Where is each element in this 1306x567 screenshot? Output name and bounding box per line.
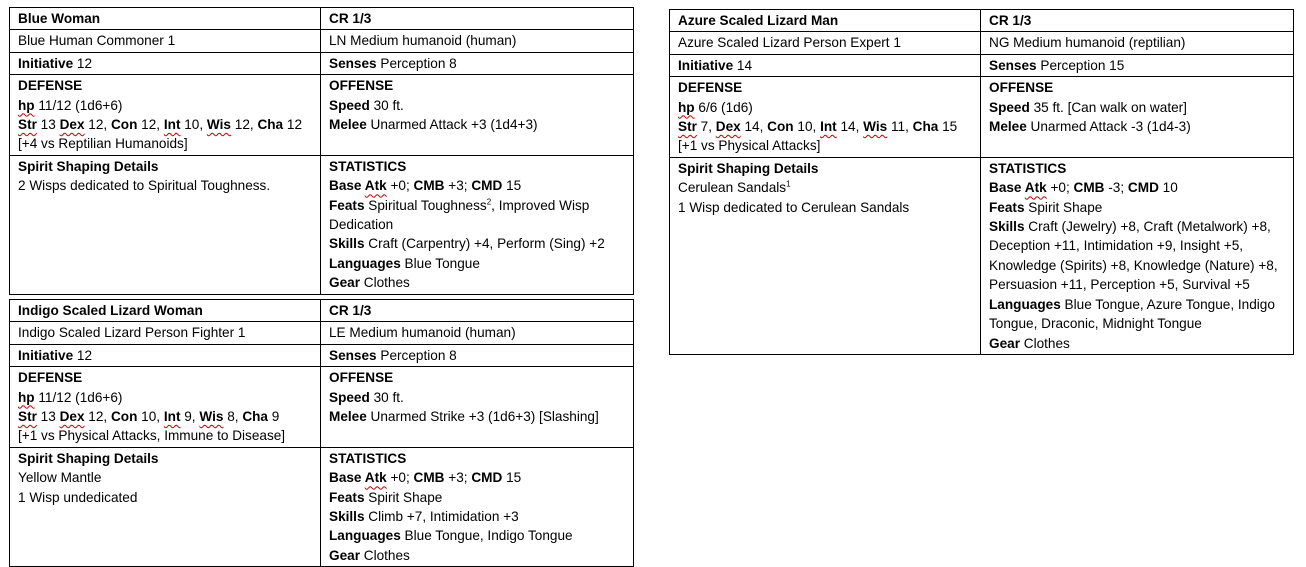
header-row [10, 300, 634, 322]
statistics-section [321, 447, 634, 566]
hp-line: hp 11/12 (1d6+6) [18, 389, 123, 405]
statistics-section [981, 157, 1294, 354]
statistics-header: STATISTICS [329, 450, 407, 466]
defense-header: DEFENSE [18, 370, 83, 386]
spirit-line: 1 Wisp dedicated to Cerulean Sandals [678, 199, 910, 215]
spirit-line: Yellow Mantle [18, 470, 102, 486]
defense-header: DEFENSE [18, 78, 83, 94]
gear-line: Gear Clothes [329, 275, 410, 291]
combat-row [10, 75, 634, 156]
languages-line: Languages Blue Tongue, Azure Tongue, Indigo Tongue, Draconic, Midnight Tongue [989, 296, 1275, 332]
defense-section [670, 77, 981, 158]
gear-line: Gear Clothes [989, 335, 1070, 351]
defense-section [10, 367, 321, 448]
footnote-marker: 1 [786, 179, 791, 189]
resistances: [+1 vs Physical Attacks] [678, 138, 821, 154]
statistics-section [321, 155, 634, 294]
hp-line: hp 11/12 (1d6+6) [18, 97, 123, 113]
languages-line: Languages Blue Tongue, Indigo Tongue [329, 528, 573, 544]
resistances: [+4 vs Reptilian Humanoids] [18, 136, 188, 152]
offense-section [321, 75, 634, 156]
class-line: Blue Human Commoner 1 [10, 30, 321, 52]
melee-line: Melee Unarmed Attack -3 (1d4-3) [989, 119, 1191, 135]
senses: Senses Perception 15 [981, 54, 1294, 76]
bab-line: Base Atk +0; CMB +3; CMD 15 [329, 470, 522, 486]
skills-line: Skills Climb +7, Intimidation +3 [329, 509, 519, 525]
bab-line: Base Atk +0; CMB +3; CMD 15 [329, 178, 522, 194]
init-row [670, 54, 1294, 76]
feats-line: Feats Spiritual Toughness$^2$, Improved Wisp Dedication [329, 197, 590, 233]
type-line: LN Medium humanoid (human) [321, 30, 634, 52]
spirit-section [10, 447, 321, 566]
statistics-header: STATISTICS [329, 158, 407, 174]
spirit-line: 2 Wisps dedicated to Spiritual Toughness. [18, 178, 271, 194]
languages-line: Languages Blue Tongue [329, 255, 480, 271]
header-row [10, 8, 634, 30]
spirit-header: Spirit Shaping Details [678, 160, 819, 176]
speed-line: Speed 30 ft. [329, 97, 404, 113]
class-line: Azure Scaled Lizard Person Expert 1 [670, 32, 981, 54]
creature-name: Blue Woman [10, 8, 321, 30]
stat-block-indigo-woman [9, 299, 634, 567]
spirit-header: Spirit Shaping Details [18, 158, 159, 174]
offense-header: OFFENSE [329, 370, 394, 386]
spirit-line: 1 Wisp undedicated [18, 489, 138, 505]
spirit-section [10, 155, 321, 294]
melee-line: Melee Unarmed Strike +3 (1d6+3) [Slashing] [329, 409, 599, 425]
init-row [10, 344, 634, 366]
bab-line: Base Atk +0; CMB -3; CMD 10 [989, 180, 1178, 196]
type-row [670, 32, 1294, 54]
offense-section [321, 367, 634, 448]
stat-block-blue-woman [9, 7, 634, 295]
spirit-section [670, 157, 981, 354]
initiative: Initiative 12 [10, 52, 321, 74]
spirit-line: Cerulean Sandals$^1$ [678, 179, 791, 196]
details-row [670, 157, 1294, 354]
statistics-header: STATISTICS [989, 160, 1067, 176]
offense-header: OFFENSE [329, 78, 394, 94]
defense-header: DEFENSE [678, 80, 743, 96]
ability-scores: Str 13 Dex 12, Con 10, Int 9, Wis 8, Cha 9 [18, 409, 280, 425]
challenge-rating: CR 1/3 [321, 300, 634, 322]
speed-line: Speed 35 ft. [Can walk on water] [989, 99, 1187, 115]
hp-line: hp 6/6 (1d6) [678, 99, 753, 115]
ability-scores: Str 7, Dex 14, Con 10, Int 14, Wis 11, Cha 15 [678, 119, 958, 135]
initiative: Initiative 12 [10, 344, 321, 366]
melee-line: Melee Unarmed Attack +3 (1d4+3) [329, 117, 538, 133]
resistances: [+1 vs Physical Attacks, Immune to Disease] [18, 428, 286, 444]
offense-section [981, 77, 1294, 158]
gear-line: Gear Clothes [329, 547, 410, 563]
senses: Senses Perception 8 [321, 344, 634, 366]
feats-line: Feats Spirit Shape [989, 199, 1103, 215]
creature-name: Indigo Scaled Lizard Woman [10, 300, 321, 322]
senses: Senses Perception 8 [321, 52, 634, 74]
challenge-rating: CR 1/3 [321, 8, 634, 30]
spirit-header: Spirit Shaping Details [18, 450, 159, 466]
type-line: NG Medium humanoid (reptilian) [981, 32, 1294, 54]
details-row [10, 155, 634, 294]
ability-scores: Str 13 Dex 12, Con 12, Int 10, Wis 12, Cha 12 [18, 117, 303, 133]
initiative: Initiative 14 [670, 54, 981, 76]
details-row [10, 447, 634, 566]
challenge-rating: CR 1/3 [981, 10, 1294, 32]
combat-row [670, 77, 1294, 158]
defense-section [10, 75, 321, 156]
stat-block-azure-man [669, 9, 1294, 355]
speed-line: Speed 30 ft. [329, 389, 404, 405]
combat-row [10, 367, 634, 448]
skills-line: Skills Craft (Jewelry) +8, Craft (Metalwork) +8, Deception +11, Intimidation +9, Insight +5, Knowledge (Spirits) +8, Knowledge (Nature) +8, Persuasion +11, Perception +5, Survival +5 [989, 219, 1278, 293]
type-row [10, 322, 634, 344]
feats-line: Feats Spirit Shape [329, 489, 443, 505]
skills-line: Skills Craft (Carpentry) +4, Perform (Sing) +2 [329, 236, 605, 252]
type-row [10, 30, 634, 52]
offense-header: OFFENSE [989, 80, 1054, 96]
class-line: Indigo Scaled Lizard Person Fighter 1 [10, 322, 321, 344]
creature-name: Azure Scaled Lizard Man [670, 10, 981, 32]
footnote-marker: 2 [486, 197, 492, 207]
header-row [670, 10, 1294, 32]
init-row [10, 52, 634, 74]
type-line: LE Medium humanoid (human) [321, 322, 634, 344]
